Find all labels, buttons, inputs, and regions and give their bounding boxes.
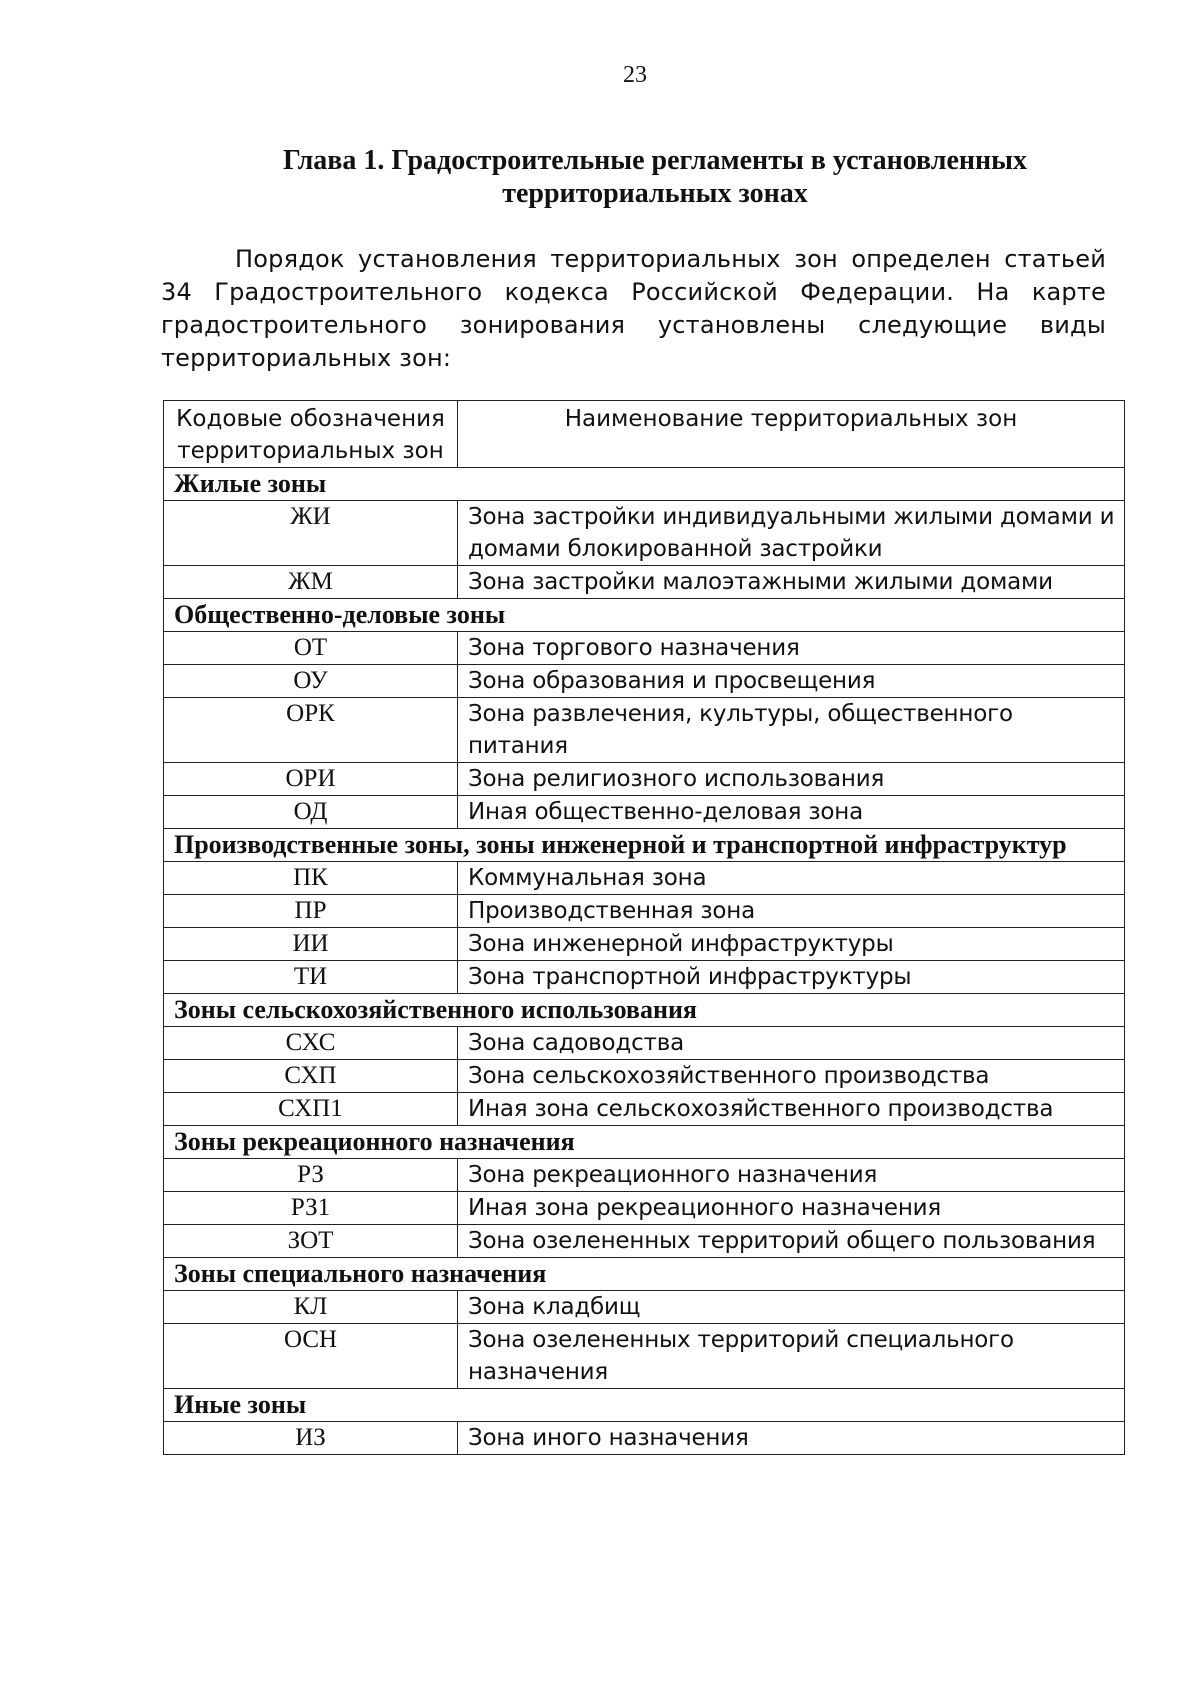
zone-name: Зона застройки малоэтажными жилыми домами: [458, 566, 1125, 599]
zone-name: Зона озелененных территорий специального назначения: [458, 1324, 1125, 1389]
table-row: [164, 1159, 1125, 1192]
table-row: [164, 796, 1125, 829]
zone-code: ПР: [164, 895, 458, 928]
zone-code: ЗОТ: [164, 1225, 458, 1258]
zones-table: [163, 400, 1125, 1455]
zone-code: РЗ1: [164, 1192, 458, 1225]
table-row: [164, 1291, 1125, 1324]
zone-code: ИИ: [164, 928, 458, 961]
zone-name: Зона озелененных территорий общего пользования: [458, 1225, 1125, 1258]
chapter-title: [230, 144, 1080, 210]
group-row: [164, 599, 1125, 632]
table-row: [164, 1060, 1125, 1093]
group-title: Иные зоны: [164, 1389, 1125, 1422]
group-row: [164, 1126, 1125, 1159]
zone-code: ОРК: [164, 698, 458, 763]
zone-code: ОУ: [164, 665, 458, 698]
zone-code: РЗ: [164, 1159, 458, 1192]
group-title: Общественно-деловые зоны: [164, 599, 1125, 632]
zone-name: Иная зона сельскохозяйственного производства: [458, 1093, 1125, 1126]
zones-table-body: [164, 468, 1125, 1455]
zone-code: ОТ: [164, 632, 458, 665]
table-row: [164, 961, 1125, 994]
group-title: Зоны специального назначения: [164, 1258, 1125, 1291]
zone-name: Зона торгового назначения: [458, 632, 1125, 665]
zone-name: Зона кладбищ: [458, 1291, 1125, 1324]
zone-code: ИЗ: [164, 1422, 458, 1455]
zone-code: СХП: [164, 1060, 458, 1093]
zone-code: ОД: [164, 796, 458, 829]
table-row: [164, 632, 1125, 665]
zone-name: Коммунальная зона: [458, 862, 1125, 895]
table-row: [164, 1027, 1125, 1060]
table-row: [164, 501, 1125, 566]
group-row: [164, 1389, 1125, 1422]
table-row: [164, 928, 1125, 961]
intro-paragraph: Порядок установления территориальных зон определен статьей 34 Градостроительного кодекса Российской Федерации. На карте градостроительного зонирования установлены следующие виды территориальных зон:: [161, 245, 1106, 372]
zone-code: ЖМ: [164, 566, 458, 599]
table-row: [164, 1225, 1125, 1258]
zone-code: ЖИ: [164, 501, 458, 566]
zone-name: Зона сельскохозяйственного производства: [458, 1060, 1125, 1093]
table-row: [164, 566, 1125, 599]
zone-code: СХС: [164, 1027, 458, 1060]
zone-name: Зона рекреационного назначения: [458, 1159, 1125, 1192]
group-title: Жилые зоны: [164, 468, 1125, 501]
table-row: [164, 862, 1125, 895]
zone-name: Иная общественно-деловая зона: [458, 796, 1125, 829]
table-row: [164, 1093, 1125, 1126]
table-row: [164, 895, 1125, 928]
group-title: Зоны рекреационного назначения: [164, 1126, 1125, 1159]
table-row: [164, 763, 1125, 796]
table-row: [164, 665, 1125, 698]
zone-code: СХП1: [164, 1093, 458, 1126]
zone-name: Зона садоводства: [458, 1027, 1125, 1060]
table-header-row: [164, 401, 1125, 468]
table-row: [164, 1324, 1125, 1389]
group-row: [164, 829, 1125, 862]
zone-code: ОРИ: [164, 763, 458, 796]
zone-name: Иная зона рекреационного назначения: [458, 1192, 1125, 1225]
zone-code: КЛ: [164, 1291, 458, 1324]
chapter-title-line-1: Глава 1. Градостроительные регламенты в установленных: [282, 145, 1028, 176]
page-number: 23: [623, 62, 647, 88]
zone-name: Зона образования и просвещения: [458, 665, 1125, 698]
table-row: [164, 1192, 1125, 1225]
chapter-title-line-2: территориальных зонах: [502, 178, 808, 209]
zone-code: ОСН: [164, 1324, 458, 1389]
group-title: Зоны сельскохозяйственного использования: [164, 994, 1125, 1027]
zone-name: Зона развлечения, культуры, общественного питания: [458, 698, 1125, 763]
table-row: [164, 1422, 1125, 1455]
group-title: Производственные зоны, зоны инженерной и транспортной инфраструктур: [164, 829, 1125, 862]
group-row: [164, 468, 1125, 501]
zone-name: Производственная зона: [458, 895, 1125, 928]
group-row: [164, 1258, 1125, 1291]
group-row: [164, 994, 1125, 1027]
zone-name: Зона религиозного использования: [458, 763, 1125, 796]
zone-name: Зона транспортной инфраструктуры: [458, 961, 1125, 994]
zone-name: Зона инженерной инфраструктуры: [458, 928, 1125, 961]
zone-name: Зона застройки индивидуальными жилыми домами и домами блокированной застройки: [458, 501, 1125, 566]
zone-name: Зона иного назначения: [458, 1422, 1125, 1455]
header-code: Кодовые обозначения территориальных зон: [164, 401, 458, 468]
header-name: Наименование территориальных зон: [458, 401, 1125, 468]
table-row: [164, 698, 1125, 763]
zone-code: ПК: [164, 862, 458, 895]
zone-code: ТИ: [164, 961, 458, 994]
